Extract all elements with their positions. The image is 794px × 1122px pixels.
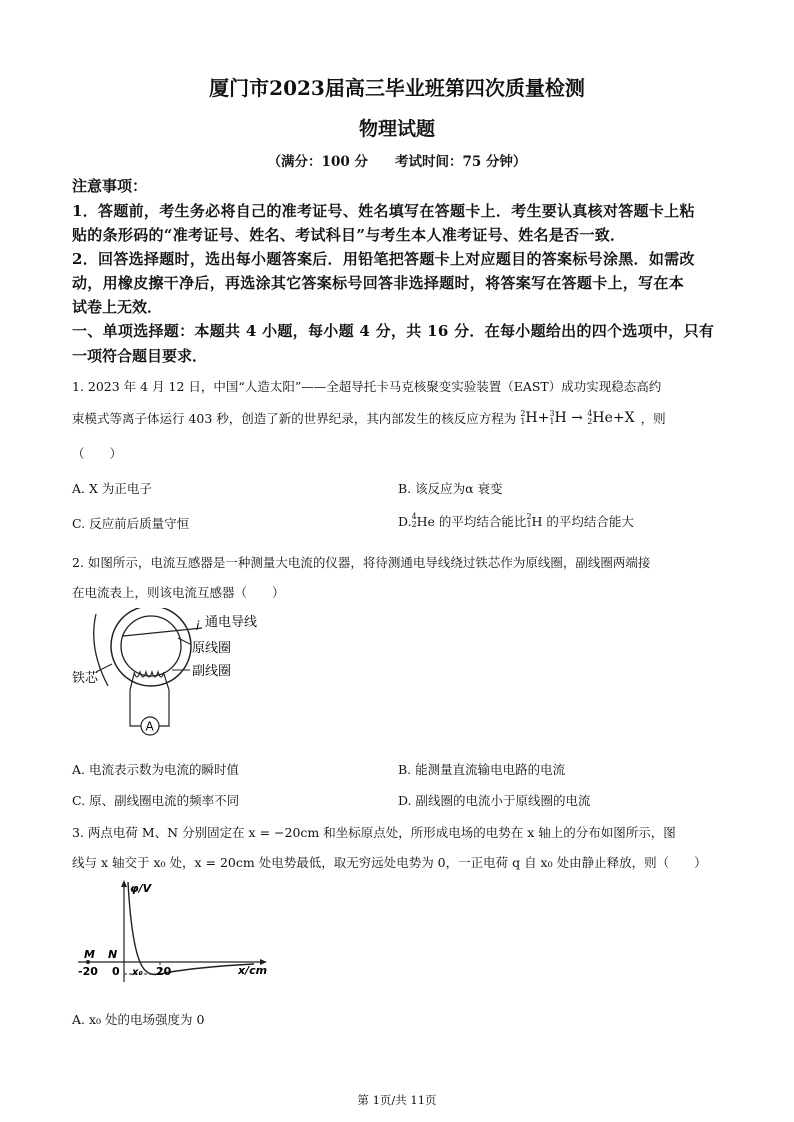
section-1-line-1: 一、单项选择题：本题共 4 小题，每小题 4 分，共 16 分．在每小题给出的四个选项中，只有 [72,322,715,340]
primary-pointer [178,638,190,644]
secondary-label: 副线圈 [192,664,232,679]
q1-option-d-post: H 的平均结合能大 [531,514,634,529]
lead-left [130,674,141,726]
tick-zero: 0 [112,965,120,978]
y-axis-arrow [121,880,127,887]
subject-title: 物理试题 [358,118,435,140]
q1-line-2 [72,409,666,427]
q1-line-1: 1. 2023 年 4 月 12 日，中国“人造太阳”——全超导托卡马克核聚变实验装置（EAST）成功实现稳态高约 [72,379,662,394]
note-1-line-2: 贴的条形码的“准考证号、姓名、考试科目”与考生本人准考证号、姓名是否一致． [72,226,626,244]
q2-option-c: C. 原、副线圈电流的频率不同 [72,793,240,808]
exam-meta: （满分：100 分 考试时间：75 分钟） [267,154,527,170]
tick-20: 20 [156,965,172,978]
exam-title: 厦门市2023届高三毕业班第四次质量检测 [209,76,585,100]
potential-graph [74,878,274,986]
ammeter-label: A [145,719,154,734]
section-1-line-2: 一项符合题目要求． [72,347,208,365]
q1-line-2-end: ，则 [640,411,666,426]
y-axis-label: φ/V [130,882,152,895]
primary-label: 原线圈 [192,641,232,656]
reaction-equation: 2 1 H+ 3 1 H → 4 2 He+X [520,409,635,426]
q2-line-1: 2. 如图所示，电流互感器是一种测量大电流的仪器，将待测通电导线绕过铁芯作为原线圈，副线圈两端接 [72,555,651,570]
q3-line-1: 3. 两点电荷 M、N 分别固定在 x = −20cm 和坐标原点处，所形成电场的电势在 x 轴上的分布如图所示，图 [72,825,676,840]
q1-paren: （ ） [72,446,123,461]
q1-option-b: B. 该反应为α 衰变 [398,481,503,496]
x-axis-label: x/cm [238,964,268,977]
note-2-line-2: 动，用橡皮擦干净后，再选涂其它答案标号回答非选择题时，将答案写在答题卡上，写在本 [72,274,685,292]
core-label: 铁芯 [72,671,99,686]
current-transformer-diagram [68,608,308,748]
current-transformer-figure [68,608,308,748]
notes-heading: 注意事项： [72,177,148,195]
note-1-line-1: 1．答题前，考生务必将自己的准考证号、姓名填写在答题卡上．考生要认真核对答题卡上粘 [72,202,695,220]
tick-neg20: -20 [78,965,98,978]
label-m: M [84,948,95,961]
wire-label: 通电导线 [205,615,258,630]
potential-graph-figure [74,878,274,986]
q1-option-a: A. X 为正电子 [72,481,152,496]
page-number: 第 1页/共 11页 [357,1093,437,1107]
q2-line-2: 在电流表上，则该电流互感器（ ） [72,585,285,600]
q3-line-2: 线与 x 轴交于 x₀ 处，x = 20cm 处电势最低，取无穷远处电势为 0，一正电荷 q 自 x₀ 处由静止释放，则（ ） [72,855,707,870]
q3-option-a: A. x₀ 处的电场强度为 0 [72,1012,205,1027]
tick-x0: x₀ [132,967,143,978]
q2-option-a: A. 电流表示数为电流的瞬时值 [72,762,239,777]
q1-option-d-mid: He 的平均结合能比 [416,514,527,529]
core-inner [121,616,181,676]
potential-curve [128,882,254,975]
q1-line-2-text: 束模式等离子体运行 403 秒，创造了新的世界纪录，其内部发生的核反应方程为 [72,411,517,426]
q1-option-d-prefix: D. [398,513,412,529]
he-nuclide-index: 4 2 [411,512,417,529]
q2-option-d: D. 副线圈的电流小于原线圈的电流 [398,793,591,808]
note-2-line-1: 2．回答选择题时，选出每小题答案后．用铅笔把答题卡上对应题目的答案标号涂黑．如需改 [72,250,695,268]
q1-option-c: C. 反应前后质量守恒 [72,516,190,531]
note-2-line-3: 试卷上无效． [72,298,163,316]
q1-option-d [398,512,634,530]
current-symbol: i [196,619,200,633]
q2-option-b: B. 能测量直流输电电路的电流 [398,762,566,777]
h-nuclide-index: 2 1 [526,512,532,529]
label-n: N [108,948,118,961]
